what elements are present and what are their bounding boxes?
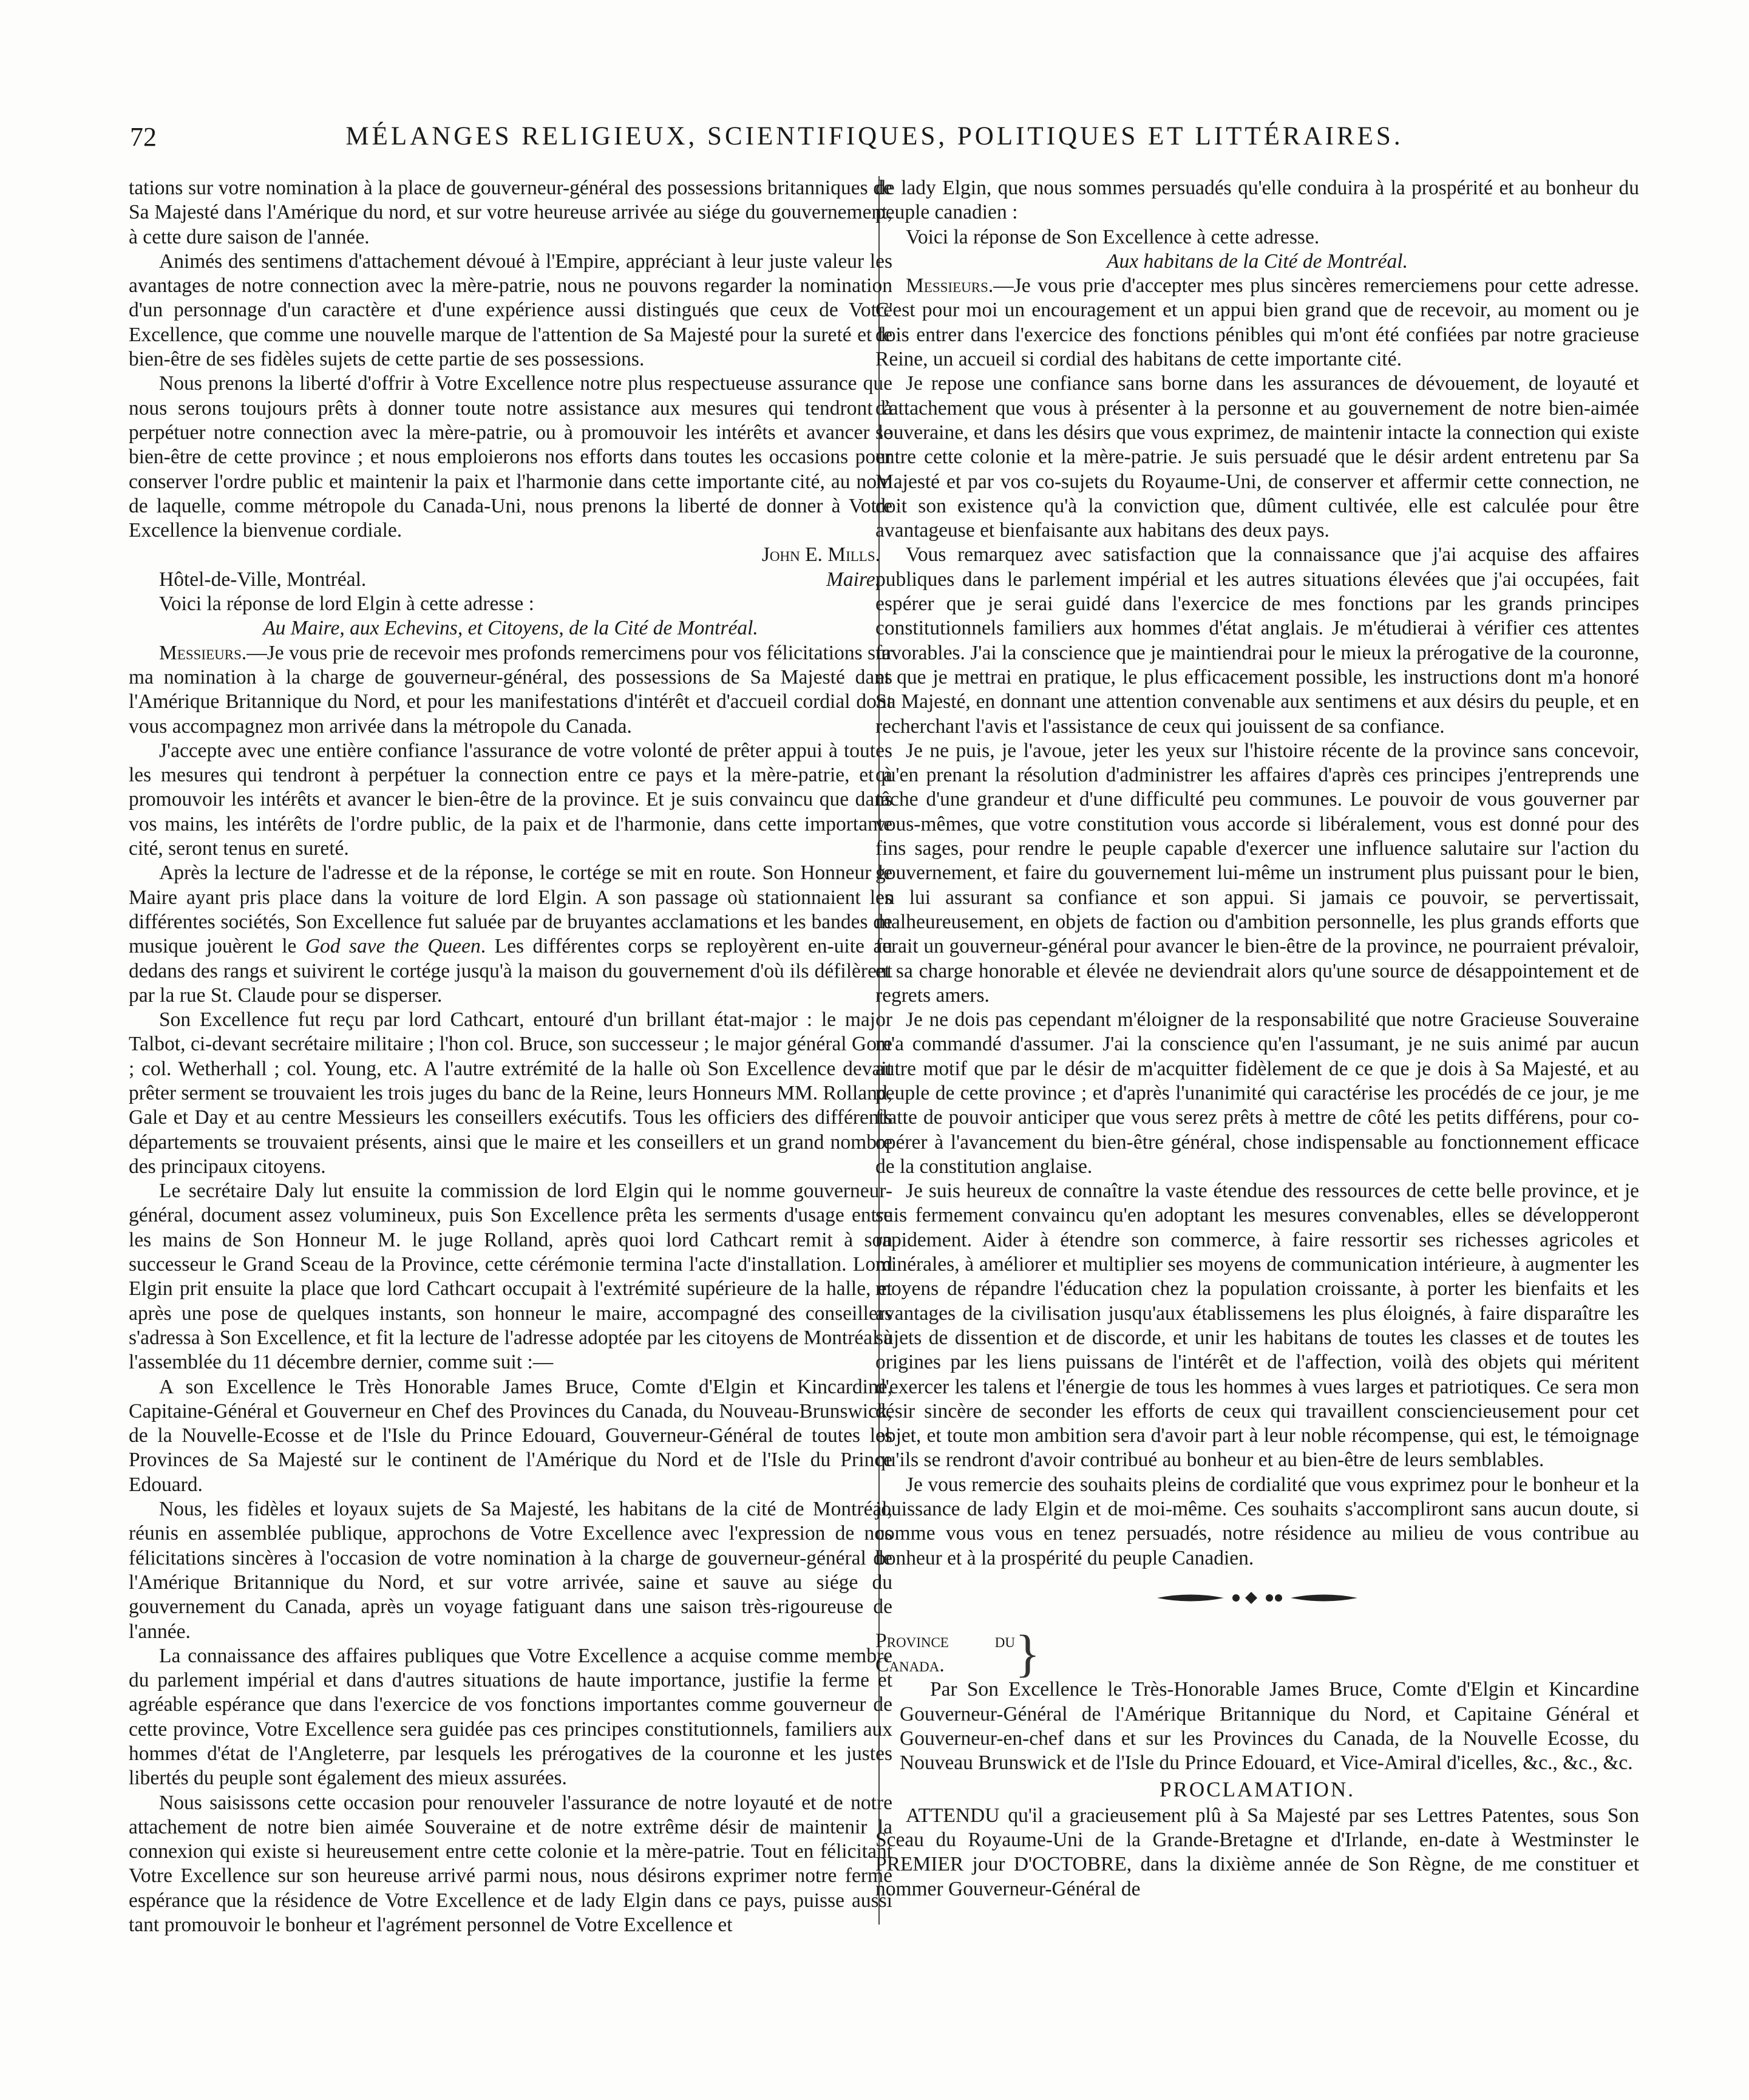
running-title: MÉLANGES RELIGIEUX, SCIENTIFIQUES, POLITIQUES ET LITTÉRAIRES. <box>345 122 1404 151</box>
paragraph: Je repose une confiance sans borne dans les assurances de dévouement, de loyauté et d'attachement que vous à présenter à la personne et au gouvernement de notre bien-aimée souveraine, et dans les désirs que vous exprimez, de maintenir intacte la connection qui existe entre cette colonie et la mère-patrie. Je suis persuadé que le désir ardent entretenu par Sa Majesté et par vos co-sujets du Royaume-Uni, de conserver et affermir cette connection, ne doit son existence qu'à la conviction que, dûment cultivée, elle est calculée pour être avantageuse et bienfaisante aux habitans des deux pays. <box>875 372 1639 542</box>
paragraph: Animés des sentimens d'attachement dévoué à l'Empire, appréciant à leur juste valeur les avantages de notre connection avec la mère-patrie, nous ne pouvons regarder la nomination d'un personnage d'un caractère et d'une expérience aussi distingués que ceux de Votre Excellence, que comme une nouvelle marque de l'attention de Sa Majesté pour la sureté et le bien-être de ses fidèles sujets de cette partie de ses possessions. <box>129 250 892 371</box>
paragraph: Je ne puis, je l'avoue, jeter les yeux sur l'histoire récente de la province sans concevoir, qu'en prenant la résolution d'administrer les affaires d'après ces principes j'entreprends une tâche d'une grandeur et d'une difficulté peu communes. Le pouvoir de vous gouverner par vous-mêmes, que votre constitution vous accorde si libéralement, vous est donné pour des fins sages, pour rendre le peuple capable d'exercer une influence salutaire sur l'action du gouvernement, et faire du gouvernement lui-même un instrument plus puissant pour le bien, en lui assurant sa confiance et son appui. Si jamais ce pouvoir, se pervertissait, malheureusement, en objets de faction ou d'ambition personnelle, les plus grands efforts que ferait un gouverneur-général pour avancer le bien-être de la province, ne pourraient prévaloir, et sa charge honorable et élevée ne deviendrait alors qu'une source de désappointement et de regrets amers. <box>875 739 1639 1007</box>
paragraph-text: —Je vous prie de recevoir mes profonds remercimens pour vos félicitations sur ma nomination à la charge de gouverneur-général, des possessions de Sa Majesté dans l'Amérique Britannique du Nord, et pour les manifestations d'intérêt et d'accueil cordial dont vous accompagnez mon arrivée dans la métropole du Canada. <box>129 641 892 738</box>
paragraph: ATTENDU qu'il a gracieusement plû à Sa Majesté par ses Lettres Patentes, sous Son Sceau du Royaume-Uni de la Grande-Bretagne et d'Irlande, en-date à Westminster le PREMIER jour D'OCTOBRE, dans la dixième année de Son Règne, de me constituer et nommer Gouverneur-Général de <box>875 1804 1639 1900</box>
left-column <box>129 176 892 1937</box>
paragraph-text: —Je vous prie d'accepter mes plus sincères remerciemens pour cette adresse. C'est pour moi un encouragement et un appui bien grand que de recevoir, au moment ou je dois entrer dans l'exercice des fonctions pénibles qui m'ont été confiées par notre gracieuse Reine, un accueil si cordial des habitans de cette importante cité. <box>875 274 1639 371</box>
salutation: Messieurs. <box>159 641 247 664</box>
paragraph: Nous, les fidèles et loyaux sujets de Sa Majesté, les habitans de la cité de Montréal, réunis en assemblée publique, approchons de Votre Excellence avec l'expression de nos félicitations sincères à l'occasion de votre nomination à la charge de gouverneur-général de l'Amérique Britannique du Nord, et sur votre arrivée, saine et sauve au siége du gouvernement du Canada, après un voyage fatiguant dans une saison très-rigoureuse de l'année. <box>129 1498 892 1643</box>
proclamation-header <box>875 1624 1639 1683</box>
paragraph: de lady Elgin, que nous sommes persuadés qu'elle conduira à la prospérité et au bonheur du peuple canadien : <box>875 177 1639 224</box>
paragraph: tations sur votre nomination à la place de gouverneur-général des possessions britanniques de Sa Majesté dans l'Amérique du nord, et sur votre heureuse arrivée au siége du gouvernement, à cette dure saison de l'année. <box>129 177 892 248</box>
province-label: Province du Canada. <box>875 1629 1015 1677</box>
page-header <box>121 121 1628 164</box>
paragraph-text: . Les différentes corps se reployèrent en-uite au dedans des rangs et suivirent le cortége jusqu'à la maison du gouvernement d'où ils défilèrent par la rue St. Claude pour se disperser. <box>129 935 892 1007</box>
proclamation-preamble: Par Son Excellence le Très-Honorable James Bruce, Comte d'Elgin et Kincardine Gouverneur-Général de l'Amérique Britannique du Nord, et Capitaine Général et Gouverneur-en-chef dans et sur les Provinces du Canada, de la Nouvelle Ecosse, du Nouveau Brunswick et de l'Isle du Prince Edouard, et Vice-Amiral d'icelles, &c., &c., &c. <box>900 1678 1639 1775</box>
reply-intro: Voici la réponse de Son Excellence à cette adresse. <box>906 225 1320 248</box>
paragraph <box>875 274 1639 372</box>
paragraph <box>129 641 892 739</box>
address-heading: Au Maire, aux Echevins, et Citoyens, de la Cité de Montréal. <box>263 617 758 640</box>
proclamation-title: PROCLAMATION. <box>1160 1778 1355 1802</box>
paragraph: Je ne dois pas cependant m'éloigner de la responsabilité que notre Gracieuse Souveraine m'a commandé d'assumer. J'ai la conscience qu'en l'assumant, je ne suis animé par aucun autre motif que par le désir de m'acquitter fidèlement de ce que je dois à Sa Majesté, et au peuple de cette province ; et d'après l'unanimité qui caractérise les procédés de ce jour, je me flatte de pouvoir anticiper que vous serez prêts à mettre de côté les petits différens, pour co-opérer à l'avancement du bien-être général, chose indispensable au fonctionnement efficace de la constitution anglaise. <box>875 1008 1639 1178</box>
reply-intro: Voici la réponse de lord Elgin à cette adresse : <box>159 593 534 616</box>
ornament-icon <box>1154 1589 1360 1607</box>
place: Hôtel-de-Ville, Montréal. <box>159 568 367 591</box>
paragraph: Le secrétaire Daly lut ensuite la commission de lord Elgin qui le nomme gouverneur-général, document assez volumineux, puis Son Excellence prêta les serments d'usage entre les mains de Son Honneur M. le juge Rolland, après quoi lord Cathcart remit à son successeur le Grand Sceau de la Province, cette cérémonie termina l'acte d'installation. Lord Elgin prit ensuite la place que lord Cathcart occupait à l'extrémité supérieure de la halle, et après une pose de quelques instants, son honneur le maire, accompagné des conseillers s'adressa à Son Excellence, et fit la lecture de l'adresse adoptée par les citoyens de Montréal à l'assemblée du 11 décembre dernier, comme suit :— <box>129 1180 892 1374</box>
paragraph: Je suis heureux de connaître la vaste étendue des ressources de cette belle province, et je suis fermement convaincu qu'en adoptant les mesures convenables, elles se développeront rapidement. Aider à étendre son commerce, à faire ressortir ses richesses agricoles et minérales, à améliorer et multiplier ses moyens de communication intérieure, à augmenter les moyens de répandre l'éducation chez la population croissante, à porter les bienfaits et les avantages de la civilisation jusqu'aux établissemens les plus éloignés, à faire disparaître les sujets de dissention et de discorde, et unir les habitans de toutes les classes et de toutes les origines par les liens puissans de l'intérêt et de l'affection, voilà des objets qui méritent d'exercer les talens et l'énergie de tous les hommes à vues larges et patriotiques. Ce sera mon désir sincère de seconder les efforts de ceux qui travaillent consciencieusement pour cet objet, et toute mon ambition sera d'avoir part à leur noble récompense, qui est, le témoignage qu'ils se rendront d'avoir contribué au bonheur et au bien-être de leurs semblables. <box>875 1180 1639 1472</box>
signature: John E. Mills. <box>761 543 880 566</box>
paragraph: Vous remarquez avec satisfaction que la connaissance que j'ai acquise des affaires publiques dans le parlement impérial et les autres situations élevées que j'ai occupées, fait espérer que je serai guidé dans l'exercice de mes fonctions par les grands principes constitutionnels familiers aux hommes d'état anglais. Je m'étudierai à vérifier ces attentes favorables. J'ai la conscience que je maintiendrai pour le mieux la prérogative de la couronne, et que je mettrai en pratique, le plus efficacement possible, les instructions dont m'a honoré Sa Majesté, en donnant une attention convenable aux sentimens et aux désirs du peuple, et en recherchant l'avis et l'assistance de ceux qui jouissent de sa confiance. <box>875 543 1639 738</box>
paragraph-text: Après la lecture de l'adresse et de la réponse, le cortége se mit en route. Son Honneur le Maire ayant pris place dans la voiture de lord Elgin. A son passage où stationnaient les différentes sociétés, Son Excellence fut saluée par de bruyantes acclamations et les bandes de musique jouèrent le <box>129 861 892 958</box>
paragraph: J'accepte avec une entière confiance l'assurance de votre volonté de prêter appui à toutes les mesures qui tendront à perpétuer la connection entre ce pays et la mère-patrie, et à promouvoir les intérêts et avancer le bien-être de la province. Et je suis convaincu que dans vos mains, les intérêts de l'ordre public, de la paix et de l'harmonie, dans cette importante cité, seront tenus en sureté. <box>129 739 892 860</box>
salutation: Messieurs. <box>906 274 994 297</box>
brace-icon: } <box>1015 1624 1041 1683</box>
paragraph: A son Excellence le Très Honorable James Bruce, Comte d'Elgin et Kincardine, Capitaine-Général et Gouverneur en Chef des Provinces du Canada, du Nouveau-Brunswick, de la Nouvelle-Ecosse et de l'Isle du Prince Edouard, Gouverneur-Général de toutes les Provinces de Sa Majesté sur le continent de l'Amérique du Nord et de l'Isle du Prince Edouard. <box>129 1375 892 1496</box>
right-column <box>875 176 1639 1901</box>
paragraph: Je vous remercie des souhaits pleins de cordialité que vous exprimez pour le bonheur et la jouissance de lady Elgin et de moi-même. Ces souhaits s'accompliront sans aucun doute, si comme vous vous en tenez persuadés, notre résidence au milieu de vous contribue au bonheur et à la prospérité du peuple Canadien. <box>875 1473 1639 1569</box>
paragraph: La connaissance des affaires publiques que Votre Excellence a acquise comme membre du parlement impérial et dans d'autres situations de haute importance, justifie la ferme et agréable espérance que dans l'exercice de vos fonctions importantes comme gouverneur de cette province, Votre Excellence sera guidée pas ces principes constitutionnels, familiers aux hommes d'état de l'Angleterre, par lesquels les prérogatives de la couronne et les justes libertés du peuple sont également des mieux assurées. <box>129 1644 892 1790</box>
paragraph: Son Excellence fut reçu par lord Cathcart, entouré d'un brillant état-major : le major Talbot, ci-devant secrétaire militaire ; l'hon col. Bruce, son successeur ; le major général Gore ; col. Wetherhall ; col. Young, etc. A l'autre extrémité de la halle où Son Excellence devait prêter serment se trouvaient les trois juges du banc de la Reine, leurs Honneurs MM. Rolland, Gale et Day et au centre Messieurs les conseillers exécutifs. Tous les officiers des différents départements se trouvaient présents, ainsi que le maire et les conseillers et un grand nombre des principaux citoyens. <box>129 1008 892 1178</box>
place-line <box>129 568 892 592</box>
mayor-title: Maire. <box>826 568 880 591</box>
paragraph: Nous prenons la liberté d'offrir à Votre Excellence notre plus respectueuse assurance que nous serons toujours prêts à donner toute notre assistance aux mesures qui tendront à perpétuer notre connection avec la mère-patrie, ou à promouvoir les intérêts et avancer le bien-être de cette province ; et nous emploierons nos efforts dans toutes les occasions pour conserver l'ordre public et maintenir la paix et l'harmonie dans cette importante cité, au nom de laquelle, comme métropole du Canada-Uni, nous prenons la liberté de donner à Votre Excellence la bienvenue cordiale. <box>129 372 892 542</box>
ornament-divider <box>875 1589 1639 1613</box>
paragraph <box>129 861 892 1008</box>
anthem-title: God save the Queen <box>305 935 481 958</box>
page-number: 72 <box>130 122 157 152</box>
address-heading: Aux habitans de la Cité de Montréal. <box>1107 250 1408 273</box>
paragraph: Nous saisissons cette occasion pour renouveler l'assurance de notre loyauté et de notre attachement de notre bien aimée Souveraine et de notre extrême désir de maintenir la connexion qui existe si heureusement entre cette colonie et la mère-patrie. Tout en félicitant Votre Excellence sur son heureuse arrivé parmi nous, nous désirons exprimer notre ferme espérance que la résidence de Votre Excellence et de lady Elgin dans ce pays, puisse aussi tant promouvoir le bonheur et l'agrément personnel de Votre Excellence et <box>129 1791 892 1937</box>
